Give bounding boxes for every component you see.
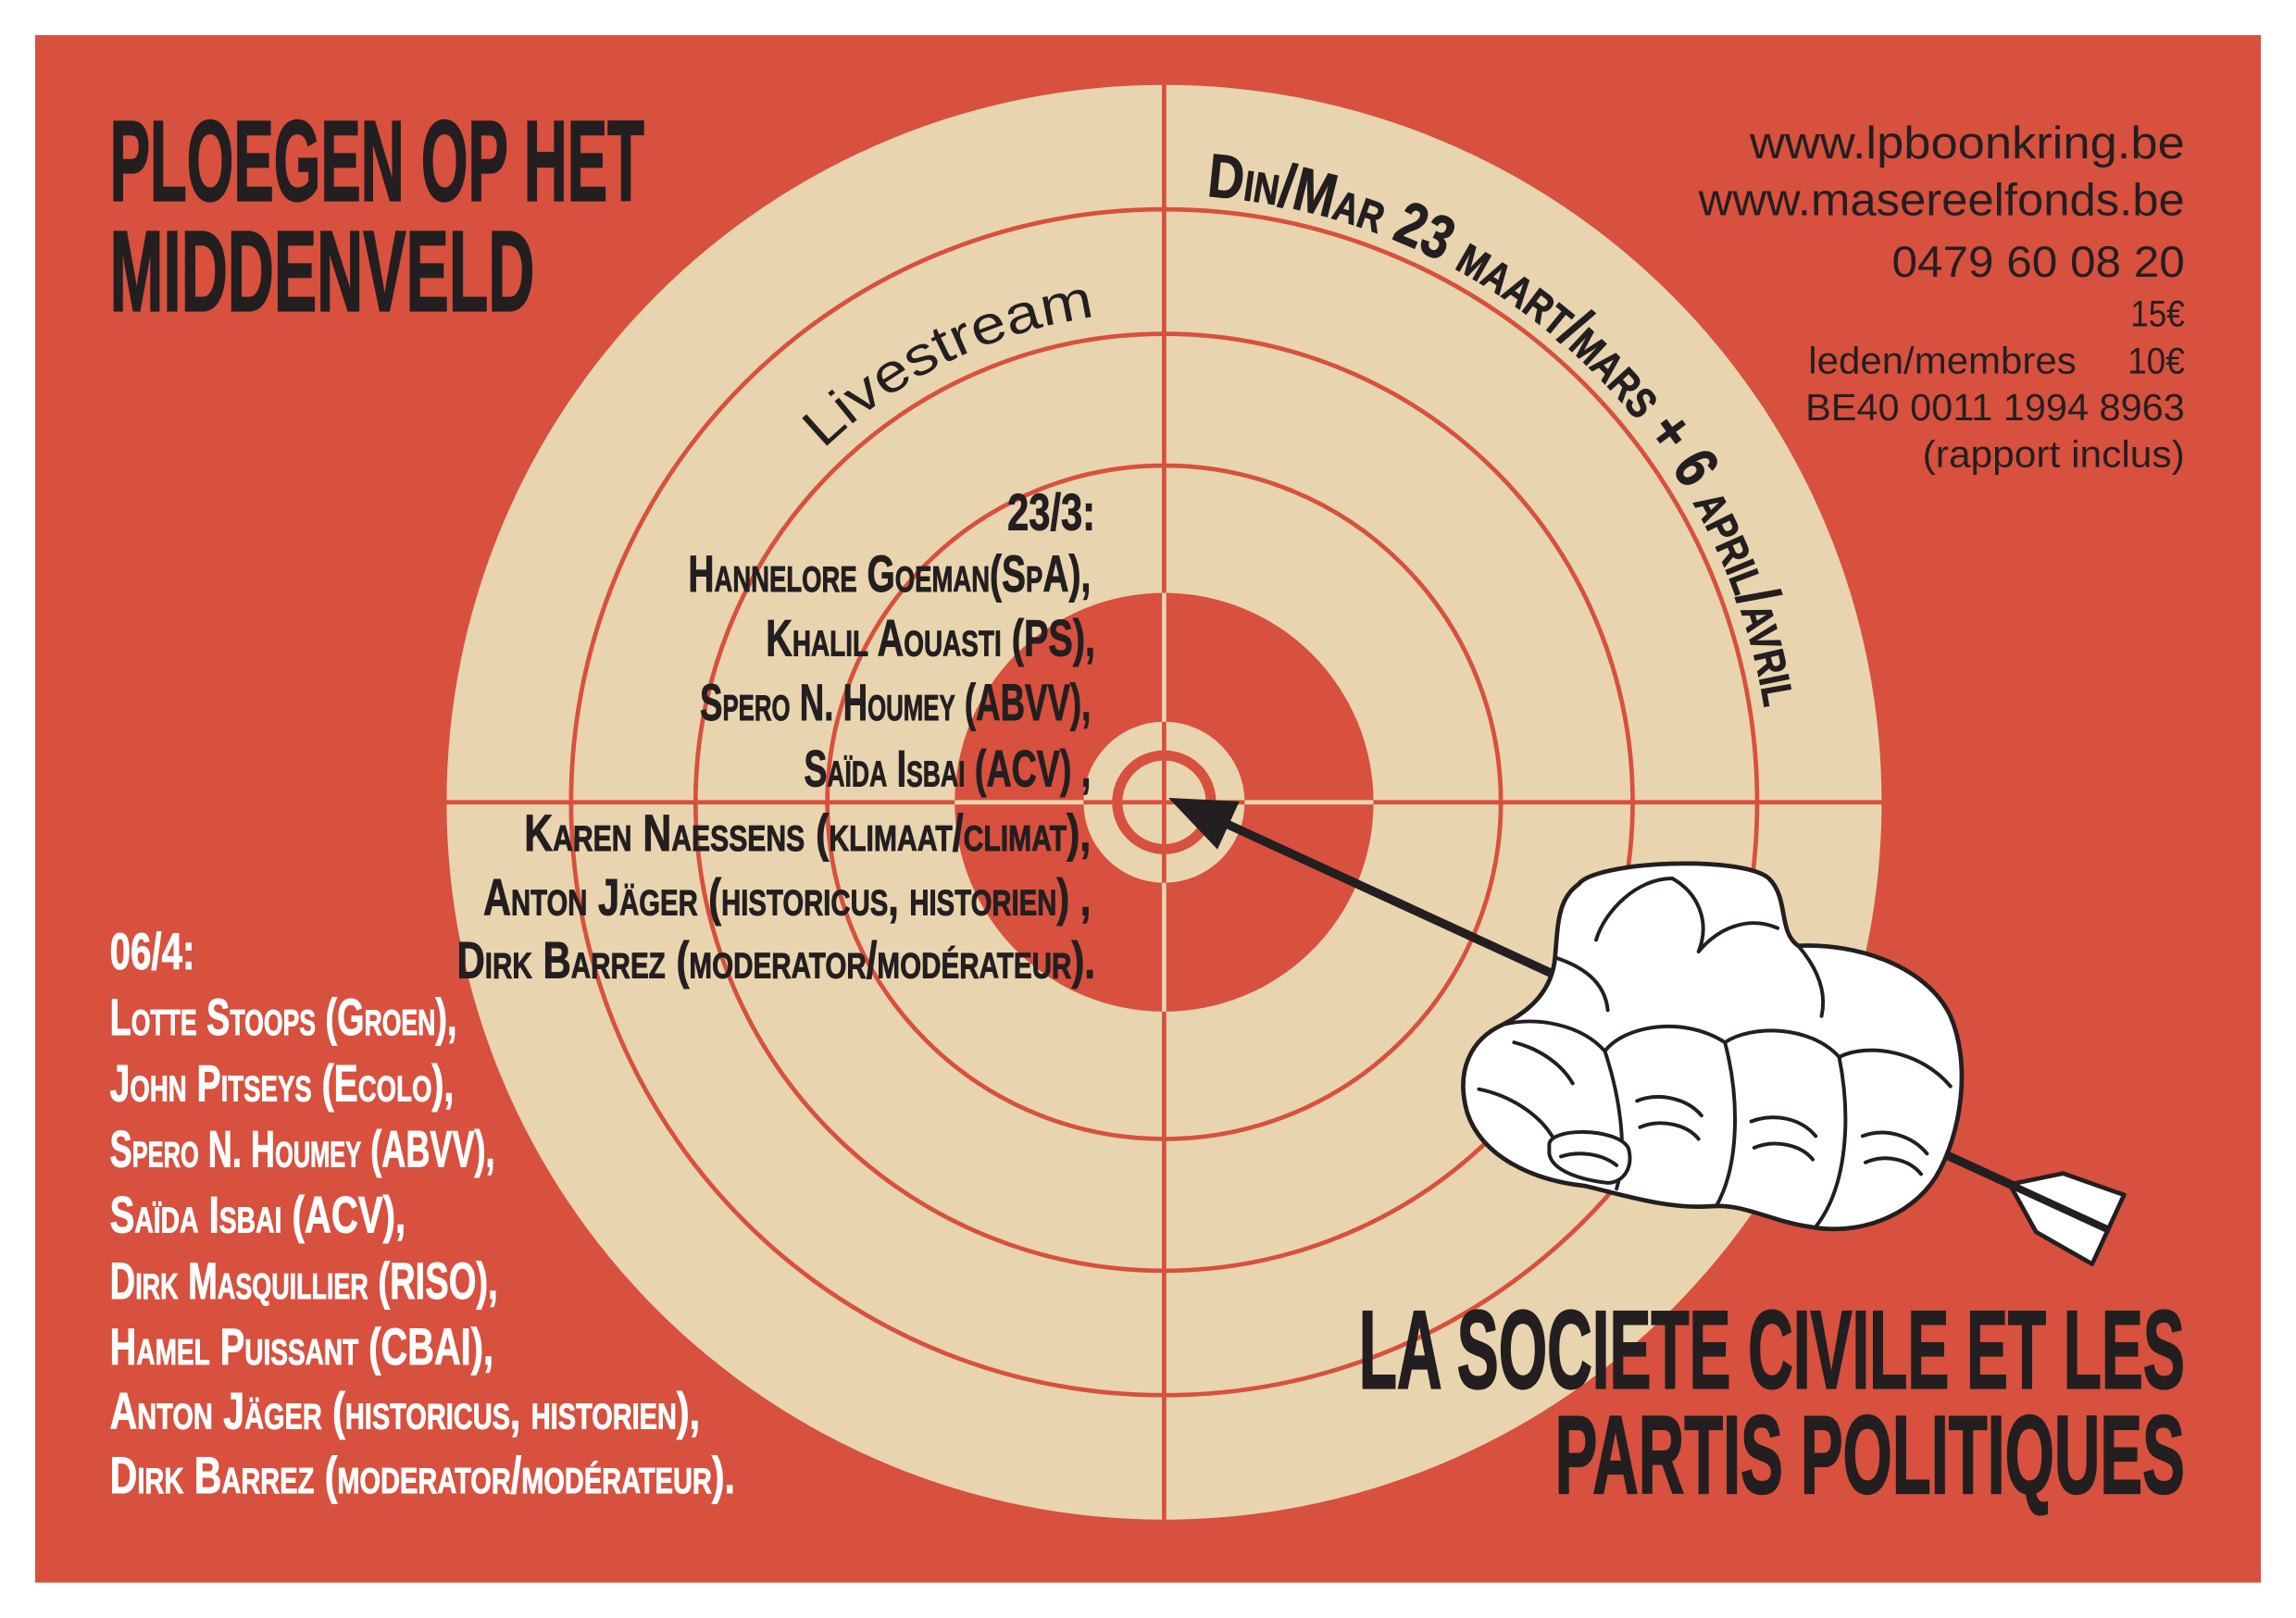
speaker-line: Anton Jäger (historicus, historien),	[109, 1382, 701, 1440]
price-regular: 15€	[2130, 293, 2185, 335]
website-lpboonkring: www.lpboonkring.be	[1748, 118, 2185, 168]
speaker-line: John Pitseys (Ecolo),	[109, 1054, 455, 1113]
speaker-line: Anton Jäger (historicus, historien) ,	[482, 868, 1092, 927]
session-2-date: 06/4:	[109, 923, 195, 981]
price-members-label: leden/membres	[1808, 339, 2077, 382]
title-fr-line-1: LA SOCIETE CIVILE ET LES	[1358, 1288, 2185, 1413]
title-nl-line-2: MIDDENVELD	[109, 207, 535, 336]
speaker-line: Dirk Masquillier (RISO),	[109, 1251, 498, 1310]
speaker-line: Spero N. Houmey (ABVV),	[109, 1120, 495, 1178]
speaker-line: Dirk Barrez (moderator/modérateur).	[109, 1447, 735, 1505]
speaker-line: Saïda Isbai (ACV),	[109, 1186, 406, 1244]
title-fr-line-2: PARTIS POLITIQUES	[1554, 1393, 2185, 1518]
title-nl-line-1: PLOEGEN OP HET	[109, 97, 644, 226]
speaker-line: Hannelore Goeman(SpA),	[688, 544, 1092, 603]
speaker-line: Hamel Puissant (CBAI),	[109, 1318, 494, 1376]
speaker-line: Khalil Aouasti (PS),	[766, 609, 1096, 667]
speaker-line: Lotte Stoops (Groen),	[109, 989, 457, 1047]
event-format-text: Livestream	[791, 269, 1091, 459]
event-dates-text: Din/Mar 23 maart/mars + 6 april/avril	[1204, 142, 1819, 716]
speaker-line: Spero N. Houmey (ABVV),	[700, 674, 1092, 732]
bank-account: BE40 0011 1994 8963	[1805, 385, 2185, 429]
website-masereelfonds: www.masereelfonds.be	[1697, 175, 2185, 226]
price-members: 10€	[2128, 341, 2185, 382]
speaker-line: Karen Naessens (klimaat/climat),	[524, 803, 1092, 862]
speaker-line: Saïda Isbai (ACV) ,	[804, 740, 1092, 798]
phone-number: 0479 60 08 20	[1891, 237, 2185, 287]
session-1-date: 23/3:	[1007, 483, 1096, 541]
speaker-line: Dirk Barrez (moderator/modérateur).	[456, 931, 1096, 989]
price-note: (rapport inclus)	[1922, 432, 2185, 476]
